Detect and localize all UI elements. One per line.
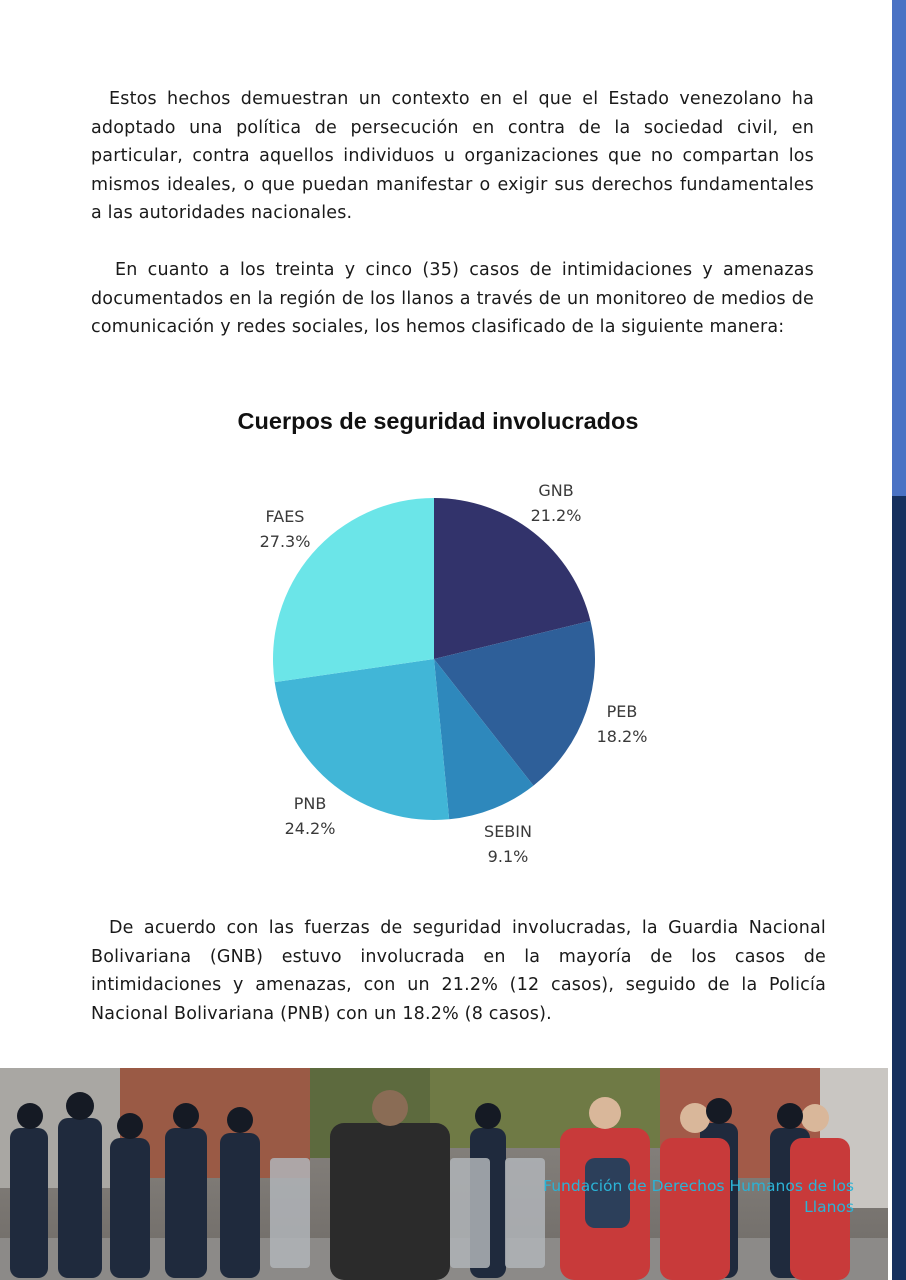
pie-value-sebin: 9.1%	[487, 847, 529, 866]
photo-caption: Fundación de Derechos Humanos de los Llanos	[543, 1177, 854, 1216]
pie-chart	[0, 440, 892, 900]
pie-label-peb: PEB	[606, 702, 638, 721]
protest-photo	[0, 1068, 888, 1280]
pie-value-gnb: 21.2%	[530, 506, 582, 525]
pie-label-pnb: PNB	[293, 794, 327, 813]
paragraph-cases: En cuanto a los treinta y cinco (35) casos de intimidaciones y amenazas documentados en la región de los llanos a través de un monitoreo de medios de comunicación y redes sociales, los hemos clasificado de la siguiente manera:	[91, 260, 814, 338]
paragraph-context: Estos hechos demuestran un contexto en el que el Estado venezolano ha adoptado una política de persecución en contra de la sociedad civil, en particular, contra aquellos individuos u organizaciones que no compartan los mismos ideales, o que puedan manifestar o exigir sus derechos fundamentales a las autoridades nacionales.	[91, 89, 814, 224]
pie-value-peb: 18.2%	[596, 727, 648, 746]
pie-label-faes: FAES	[265, 507, 305, 526]
pie-label-gnb: GNB	[538, 481, 574, 500]
paragraph-analysis: De acuerdo con las fuerzas de seguridad involucradas, la Guardia Nacional Bolivariana (GNB) estuvo involucrada en la mayoría de los casos de intimidaciones y amenazas, con un 21.2% (12 casos), seguido de la Policía Nacional Bolivariana (PNB) con un 18.2% (8 casos).	[91, 918, 826, 1024]
pie-value-faes: 27.3%	[259, 532, 311, 551]
pie-label-sebin: SEBIN	[484, 822, 532, 841]
protest-photo-illustration	[0, 1068, 888, 1280]
pie-value-pnb: 24.2%	[284, 819, 336, 838]
side-accent-bar-bottom	[892, 496, 906, 1280]
chart-title: Cuerpos de seguridad involucrados	[237, 408, 639, 434]
side-accent-bar-top	[892, 0, 906, 496]
